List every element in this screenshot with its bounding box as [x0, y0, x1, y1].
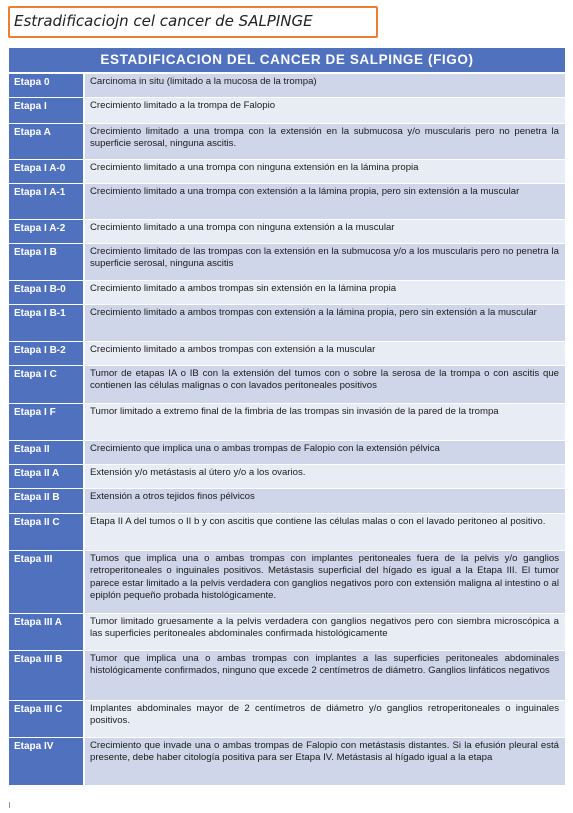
table-row [9, 305, 565, 342]
table-row [9, 160, 565, 184]
staging-table [9, 48, 565, 802]
table-row [9, 651, 565, 701]
page-title: Estradificaciojn cel cancer de SALPINGE [14, 12, 313, 30]
stage-cell: Etapa II C [9, 514, 85, 550]
table-row [9, 465, 565, 489]
description-cell: Crecimiento limitado de las trompas con la extensión en la submucosa y/o a los muscularis pero no penetra la superficie serosal, ninguna ascitis [85, 244, 565, 280]
description-cell: Implantes abdominales mayor de 2 centímetros de diámetro y/o ganglios retroperitoneales o inguinales positivos. [85, 701, 565, 737]
description-cell: Crecimiento que implica una o ambas trompas de Falopio con la extensión pélvica [85, 441, 565, 464]
description-cell: Extensión y/o metástasis al útero y/o a los ovarios. [85, 465, 565, 488]
stage-cell: Etapa I F [9, 404, 85, 440]
description-cell: Carcinoma in situ (limitado a la mucosa de la trompa) [85, 74, 565, 97]
stage-cell: Etapa II B [9, 489, 85, 513]
stage-cell: Etapa II [9, 441, 85, 464]
table-row [9, 489, 565, 514]
description-cell: Tumor limitado gruesamente a la pelvis verdadera con ganglios negativos pero con siembra microscópica a las superficies peritoneales abdominales confirmada histológicamente [85, 614, 565, 650]
description-cell: Etapa II A del tumos o II b y con ascitis que contiene las células malas o con el lavado peritoneo al positivo. [85, 514, 565, 550]
stage-cell: Etapa III B [9, 651, 85, 700]
description-cell: Extensión a otros tejidos finos pélvicos [85, 489, 565, 513]
description-cell: Crecimiento limitado a una trompa con extensión a la lámina propia, pero sin extensión a la muscular [85, 184, 565, 219]
page-title-box [8, 6, 378, 38]
stage-cell: Etapa I C [9, 366, 85, 403]
stage-cell: Etapa III C [9, 701, 85, 737]
stage-cell: Etapa I A-0 [9, 160, 85, 183]
description-cell: Crecimiento que invade una o ambas trompas de Falopio con metástasis distantes. Si la efusión pleural está presente, debe haber citología positiva para ser Etapa IV. Metástasis al hígado igual a la etapa [85, 738, 565, 785]
table-row [9, 98, 565, 124]
description-cell: Tumos que implica una o ambas trompas con implantes peritoneales fuera de la pelvis y/o ganglios retroperitoneales o inguinales positivos. Metástasis superficial del hígado es igual a la Etapa III. El tumor parece estar limitado a la pelvis verdadera con ganglios negativos poro con extensión maligna al intestino o al epiplón pequeño probada histológicamente. [85, 551, 565, 613]
stage-cell: Etapa I A-1 [9, 184, 85, 219]
table-row [9, 701, 565, 738]
table-row [9, 366, 565, 404]
table-row [9, 551, 565, 614]
description-cell: Tumor que implica una o ambas trompas con implantes a las superficies peritoneales abdominales histológicamente confirmados, ninguno que excede 2 centímetros de diámetro. Ganglios linfáticos negativos [85, 651, 565, 700]
table-row [9, 281, 565, 305]
stage-cell: Etapa III [9, 551, 85, 613]
table-row [9, 74, 565, 98]
description-cell: Crecimiento limitado a la trompa de Falopio [85, 98, 565, 123]
description-cell: Crecimiento limitado a una trompa con ninguna extensión en la lámina propia [85, 160, 565, 183]
table-row [9, 738, 565, 786]
stage-cell: Etapa I A-2 [9, 220, 85, 243]
table-row [9, 614, 565, 651]
description-cell: Tumor limitado a extremo final de la fimbria de las trompas sin invasión de la pared de la trompa [85, 404, 565, 440]
stage-cell: Etapa II A [9, 465, 85, 488]
stage-cell: Etapa I [9, 98, 85, 123]
table-row [9, 514, 565, 551]
table-row [9, 441, 565, 465]
table-header: ESTADIFICACION DEL CANCER DE SALPINGE (FIGO) [9, 48, 565, 74]
stage-cell: Etapa 0 [9, 74, 85, 97]
description-cell: Tumor de etapas IA o IB con la extensión del tumos con o sobre la serosa de la trompa o con ascitis que contienen las células malignas o con lavados peritoneales positivos [85, 366, 565, 403]
description-cell: Crecimiento limitado a una trompa con la extensión en la submucosa y/o muscularis pero no penetra la superficie serosal, ninguna ascitis. [85, 124, 565, 159]
stage-cell: Etapa III A [9, 614, 85, 650]
table-row [9, 184, 565, 220]
table-row [9, 244, 565, 281]
stage-cell: Etapa I B-1 [9, 305, 85, 341]
table-row [9, 124, 565, 160]
table-row [9, 404, 565, 441]
stage-cell: Etapa I B [9, 244, 85, 280]
stage-cell: Etapa I B-2 [9, 342, 85, 365]
stage-cell: Etapa IV [9, 738, 85, 785]
description-cell: Crecimiento limitado a ambos trompas con extensión a la muscular [85, 342, 565, 365]
table-row [9, 220, 565, 244]
description-cell: Crecimiento limitado a ambos trompas con extensión a la lámina propia, pero sin extensión a la muscular [85, 305, 565, 341]
description-cell: Crecimiento limitado a ambos trompas sin extensión en la lámina propia [85, 281, 565, 304]
table-row [9, 342, 565, 366]
stage-cell: Etapa A [9, 124, 85, 159]
description-cell: Crecimiento limitado a una trompa con ninguna extensión a la muscular [85, 220, 565, 243]
stage-cell: Etapa I B-0 [9, 281, 85, 304]
